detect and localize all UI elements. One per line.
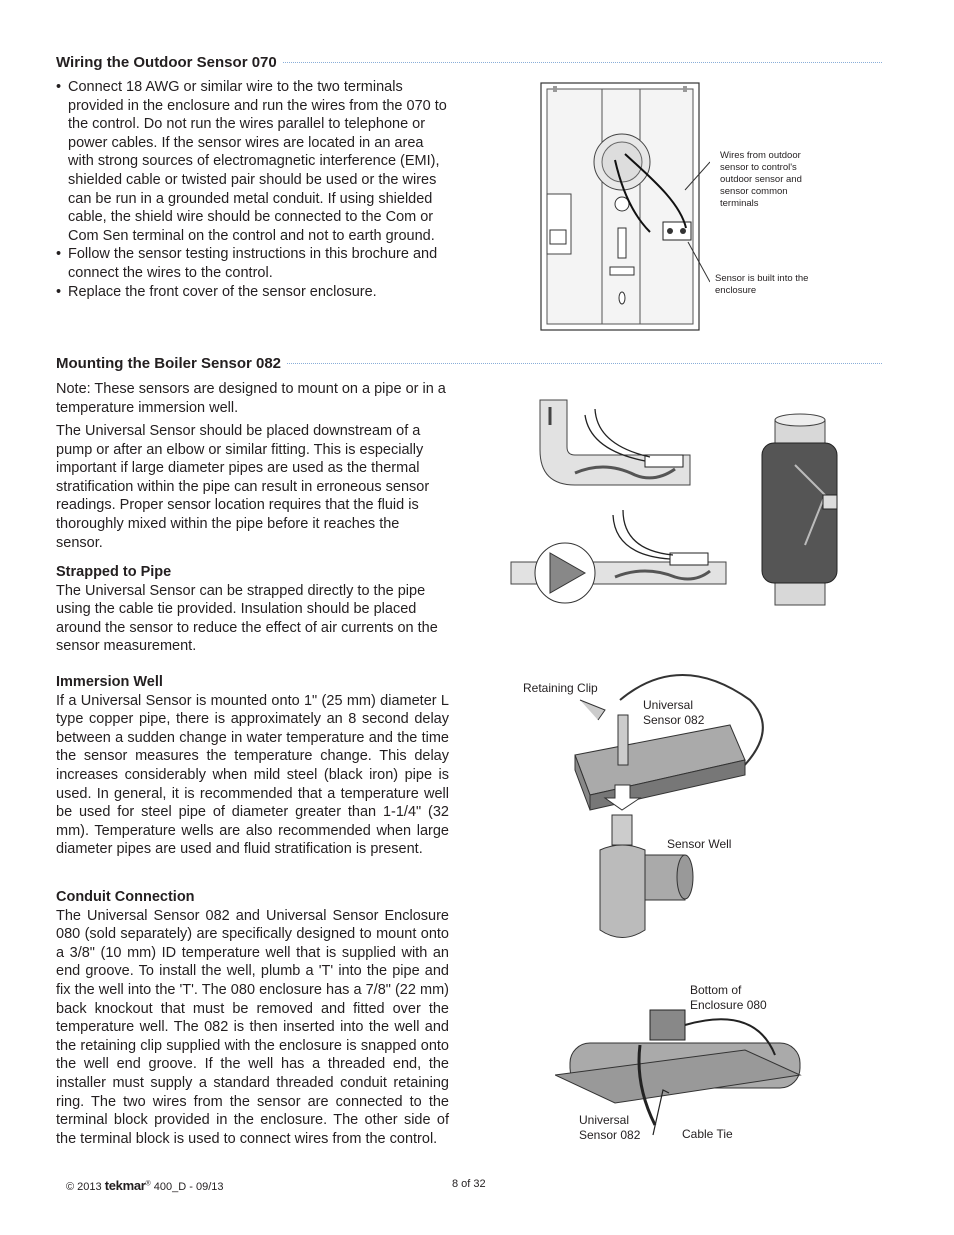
brand-logo: tekmar — [104, 1178, 146, 1193]
section-rule — [283, 62, 882, 63]
section-rule — [287, 363, 882, 364]
copyright: © 2013 — [66, 1181, 102, 1193]
bullet-list — [56, 78, 451, 301]
label-universal-sensor-b: Universal Sensor 082 — [579, 1113, 641, 1142]
label-bottom-enclosure: Bottom of Enclosure 080 — [690, 983, 767, 1012]
placement-text: The Universal Sensor should be placed downstream of a pump or after an elbow or similar fitting. This is especially important if large diameter pipes are used as the thermal stratification within the pipe can result in erroneous sensor readings. Proper sensor location requires that the fluid is thoroughly mixed within the pipe before it reaches the sensor. — [56, 423, 430, 551]
note-text: Note: These sensors are designed to mount on a pipe or in a temperature immersion well. — [56, 381, 446, 416]
label-retaining-clip: Retaining Clip — [523, 681, 598, 695]
bullet-item: • Replace the front cover of the sensor enclosure. — [56, 283, 451, 302]
placement-paragraph — [56, 422, 449, 552]
callout-wires: Wires from outdoor sensor to control's outdoor sensor and sensor common terminals — [720, 150, 802, 209]
doc-number: 400_D - 09/13 — [153, 1181, 224, 1193]
bullet-item: • Follow the sensor testing instructions in this brochure and connect the wires to the control. — [56, 245, 451, 282]
subheading-conduit: Conduit Connection — [56, 889, 195, 905]
strapped-text: The Universal Sensor can be strapped directly to the pipe using the cable tie provided. Insulation should be placed around the sensor to reduce the effect of air currents on the sensor measurement. — [56, 582, 438, 655]
pipe-placement-illustration — [505, 395, 885, 615]
registered-mark: ® — [145, 1180, 151, 1188]
immersion-text: If a Universal Sensor is mounted onto 1" (25 mm) diameter L type copper pipe, there is approximately an 8 second delay between a sudden change in water temperature and the time the sensor measures the temperature change. This delay increases considerably when mild steel (black iron) pipe is used. In general, it is recommended that a temperature well be used for steel pipe of diameter greater than 1-1/4" (32 mm). Temperature wells are also recommended when large diameter pipes are used and fluid stratification is present. — [56, 692, 449, 858]
subheading-strapped: Strapped to Pipe — [56, 564, 172, 580]
section-title: Mounting the Boiler Sensor 082 — [56, 355, 282, 372]
immersion-section — [56, 673, 449, 859]
callout-builtin: Sensor is built into the enclosure — [715, 273, 809, 296]
strapped-section — [56, 563, 449, 656]
outdoor-sensor-enclosure-illustration — [540, 82, 710, 332]
conduit-section — [56, 888, 449, 1148]
page-number: 8 of 32 — [452, 1178, 486, 1190]
section-header-outdoor-sensor — [56, 54, 882, 71]
label-universal-sensor: Universal Sensor 082 — [643, 698, 705, 727]
label-sensor-well: Sensor Well — [667, 837, 732, 851]
section-header-boiler-sensor — [56, 355, 882, 372]
note-paragraph — [56, 380, 449, 417]
subheading-immersion: Immersion Well — [56, 674, 163, 690]
footer-left — [66, 1178, 224, 1193]
label-cable-tie: Cable Tie — [682, 1127, 733, 1141]
conduit-text: The Universal Sensor 082 and Universal Sensor Enclosure 080 (sold separately) are specifically designed to mount onto a 3/8" (10 mm) ID temperature well that is supplied with an end groove. To install the well, plumb a 'T' into the pipe and fix the well into the 'T'. The 080 enclosure has a 7/8" (22 mm) back knockout that must be removed and fitted over the temperature well. The 082 is then inserted into the well and the retaining clip supplied with the enclosure is snapped onto the well end groove. If the well has a threaded end, the installer must supply a standard threaded conduit retaining ring. The two wires from the sensor are connected to the terminal block provided in the enclosure. The other side of the terminal block is used to connect wires from the control. — [56, 907, 449, 1147]
bullet-item: • Connect 18 AWG or similar wire to the two terminals provided in the enclosure and run the wires from the 070 to the control. Do not run the wires parallel to telephone or power cables. If the sensor wires are located in an area with strong sources of electromagnetic interference (EMI), shielded cable or twisted pair should be used or the wires can be run in a grounded metal conduit. If using shielded cable, the shield wire should be connected to the Com or Com Sen terminal on the control and not to earth ground. — [56, 78, 451, 245]
section-title: Wiring the Outdoor Sensor 070 — [56, 54, 277, 71]
